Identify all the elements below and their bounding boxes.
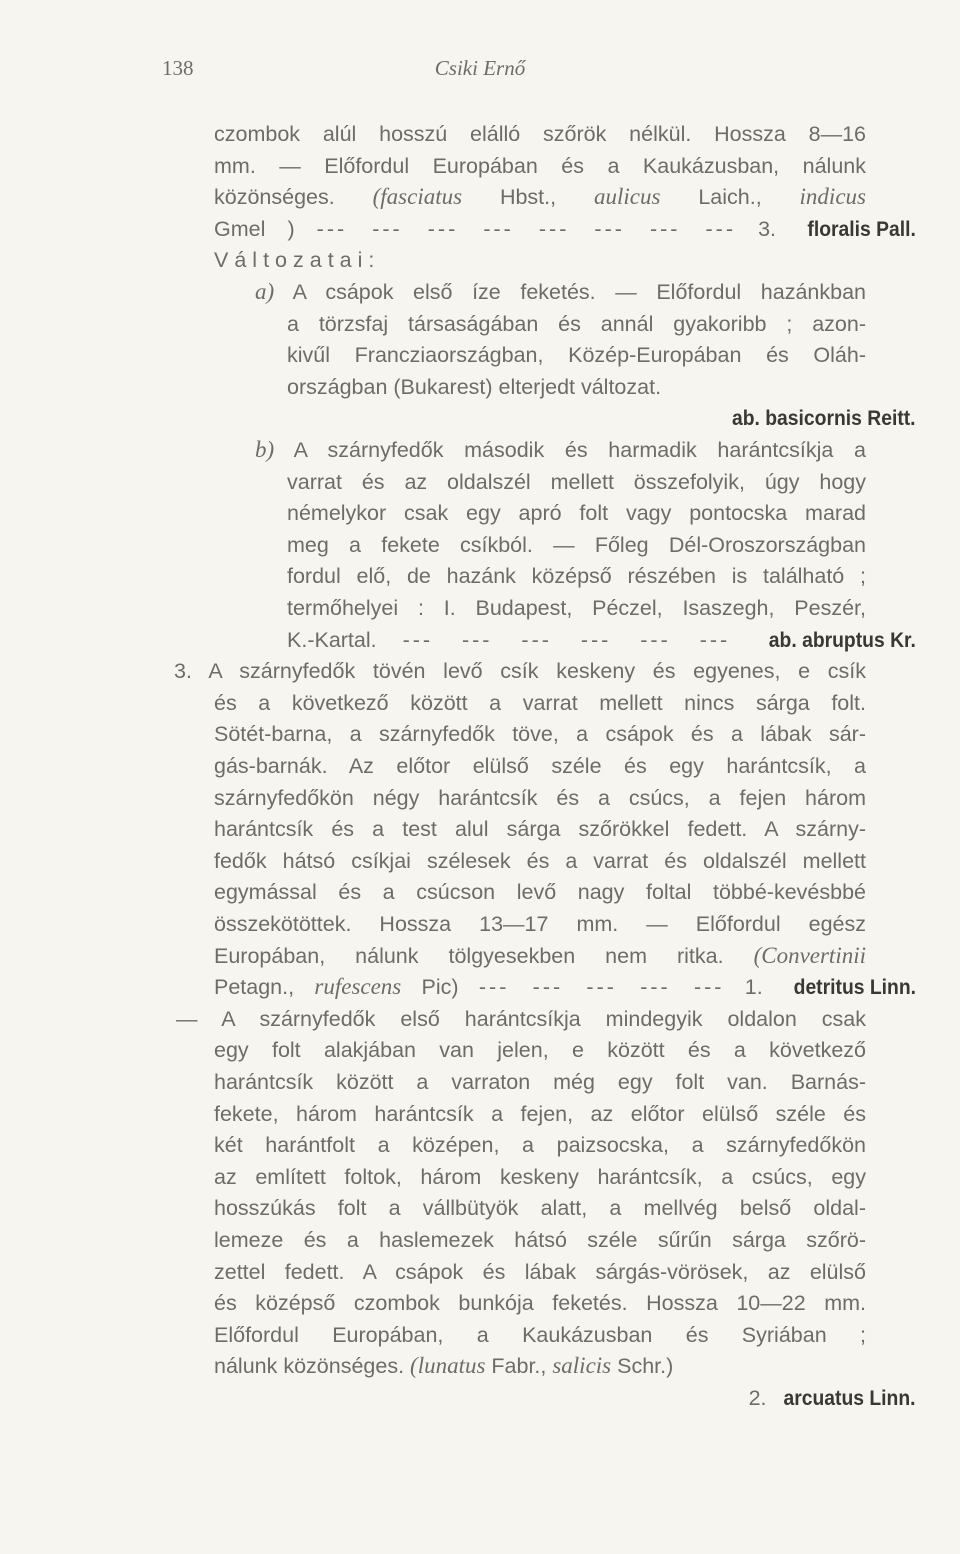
leader-dashes: --- --- --- --- --- --- [402,627,731,652]
leader-dashes: --- --- --- --- --- [478,975,725,1000]
text-line [214,244,420,276]
text-run: fordul elő, de hazánk középső részében is található ; [287,564,866,589]
text-run: meg a fekete csíkból. — Főleg Dél-Oroszországban [287,532,866,557]
text-line [287,592,866,624]
text-line [214,213,916,245]
text-line [287,497,866,529]
text-run: országban (Bukarest) elterjedt változat. [287,374,662,399]
text-line [255,434,866,466]
text-run: Hbst., [462,185,594,210]
species-name: detritus Linn. [793,976,916,1000]
text-run: fedők hátsó csíkjai szélesek és a varrat és oldalszél mellett [214,848,866,873]
text-run: némelykor csak egy apró folt vagy pontocska marad [287,501,866,526]
text-run: szárnyfedőkön négy harántcsík és a csúcs, a fejen három [214,785,866,810]
text-run: termőhelyei : I. Budapest, Péczel, Isaszegh, Peszér, [287,596,866,620]
italic-taxon: rufescens [314,974,402,1000]
page-number: 138 [162,56,194,80]
species-name: ab. basicornis Reitt. [732,407,916,431]
text-run: nálunk közönséges. [214,1354,411,1379]
text-line [214,181,866,213]
text-line [214,813,866,845]
text-line [214,1224,866,1256]
species-name: ab. abruptus Kr. [768,628,916,652]
text-run: Europában, nálunk tölgyesekben nem ritka. [214,943,754,968]
text-run: közönséges. [214,185,373,210]
text-run: varrat és az oldalszél mellett összefolyik, úgy hogy [287,469,866,494]
italic-taxon: b) [255,437,275,462]
text-line [214,1256,866,1288]
italic-taxon: a) [255,279,275,304]
text-run: két harántfolt a középen, a paizsocska, a szárnyfedőkön [214,1133,866,1158]
text-run: a törzsfaj társaságában és annál gyakoribb ; azon- [287,311,866,336]
text-line [174,655,866,687]
text-line [214,718,866,750]
text-run: K.-Kartal. [287,627,403,652]
text-run: Előfordul Europában, a Kaukázusban és Syriában ; [214,1322,866,1347]
text-run: hosszúkás folt a vállbütyök alatt, a mellvég belső oldal- [214,1196,866,1221]
text-line [287,371,866,403]
text-line [176,1003,866,1035]
text-run: 3. A szárnyfedők tövén levő csík keskeny és egyenes, e csík [174,659,866,684]
text-run: egy folt alakjában van jelen, e között és a következő [214,1038,866,1063]
species-name: floralis Pall. [807,217,916,241]
text-line [287,308,866,340]
text-run: és a következő között a varrat mellett nincs sárga folt. [214,690,866,715]
text-line [214,908,866,940]
text-line [500,402,916,434]
text-run: czombok alúl hosszú elálló szőrök nélkül. Hossza 8—16 [214,122,866,146]
text-run: Fabr., [485,1354,553,1379]
text-line [214,750,866,782]
text-line [214,1161,866,1193]
text-line [214,1192,866,1224]
text-line [214,845,866,877]
text-line [287,466,866,498]
text-run: lemeze és a haslemezek hátsó széle sűrűn sárga szőrö- [214,1228,866,1252]
text-run: A csápok első íze feketés. — Előfordul hazánkban [274,280,866,304]
text-run: mm. — Előfordul Europában és a Kaukázusban, nálunk [214,153,866,178]
text-run [730,628,756,652]
text-run: 3. [736,216,799,241]
page-header [0,56,960,84]
text-line [287,624,916,656]
text-run: harántcsík között a varraton még egy folt van. Barnás- [214,1070,866,1094]
section-heading: Változatai: [214,248,381,273]
running-head: Csiki Ernő [434,56,526,80]
text-run: Gmel ) [214,216,317,241]
text-line [287,339,866,371]
species-name: arcuatus Linn. [783,1387,916,1410]
text-line [500,1382,916,1414]
text-run: 2. [748,1386,773,1410]
text-run: fekete, három harántcsík a fejen, az előtor elülső széle és [214,1101,866,1126]
text-line [287,560,866,592]
text-line [214,150,866,182]
text-line [214,1350,866,1382]
text-line [214,1129,866,1161]
text-line [214,1319,866,1351]
text-run: és középső czombok bunkója feketés. Hossza 10—22 mm. [214,1291,866,1316]
text-run: — A szárnyfedők első harántcsíkja mindegyik oldalon csak [176,1006,866,1031]
text-run: gás-barnák. Az előtor elülső széle és egy harántcsík, a [214,754,866,778]
text-run: 1. [724,975,783,1000]
text-line [214,118,866,150]
italic-taxon: (lunatus [410,1353,486,1379]
text-line [214,782,866,814]
italic-taxon: aulicus [593,184,661,210]
text-run: az említett foltok, három keskeny harántcsík, a csúcs, egy [214,1164,866,1189]
text-run: Sötét-barna, a szárnyfedők töve, a csápok és a lábak sár- [214,722,866,747]
text-line [214,940,866,972]
text-run: harántcsík és a test alul sárga szőrökkel fedett. A szárny- [214,817,866,842]
text-line [255,276,866,308]
text-run: Schr.) [611,1354,674,1379]
italic-taxon: (fasciatus [372,184,463,210]
text-line [214,971,916,1003]
text-run: Laich., [660,185,800,210]
text-line [214,1287,866,1319]
text-line [287,529,866,561]
text-run: A szárnyfedők második és harmadik harántcsíkja a [274,438,866,462]
text-run: egymással és a csúcson levő nagy foltal többé-kevésbbé [214,880,866,905]
text-run: összekötöttek. Hossza 13—17 mm. — Előfordul egész [214,912,866,936]
text-line [214,1066,866,1098]
text-run: Pic) [401,975,479,1000]
text-run: kivűl Francziaországban, Közép-Europában és Oláh- [287,343,866,368]
leader-dashes: --- --- --- --- --- --- --- --- [316,216,737,241]
italic-taxon: salicis [552,1353,612,1379]
italic-taxon: indicus [799,184,866,210]
text-line [214,1034,866,1066]
text-run: Petagn., [214,975,315,1000]
italic-taxon: (Convertinii [753,942,866,968]
text-line [214,687,866,719]
text-line [214,1098,866,1130]
text-line [214,876,866,908]
text-run: zettel fedett. A csápok és lábak sárgás-vörösek, az elülső [214,1259,866,1284]
